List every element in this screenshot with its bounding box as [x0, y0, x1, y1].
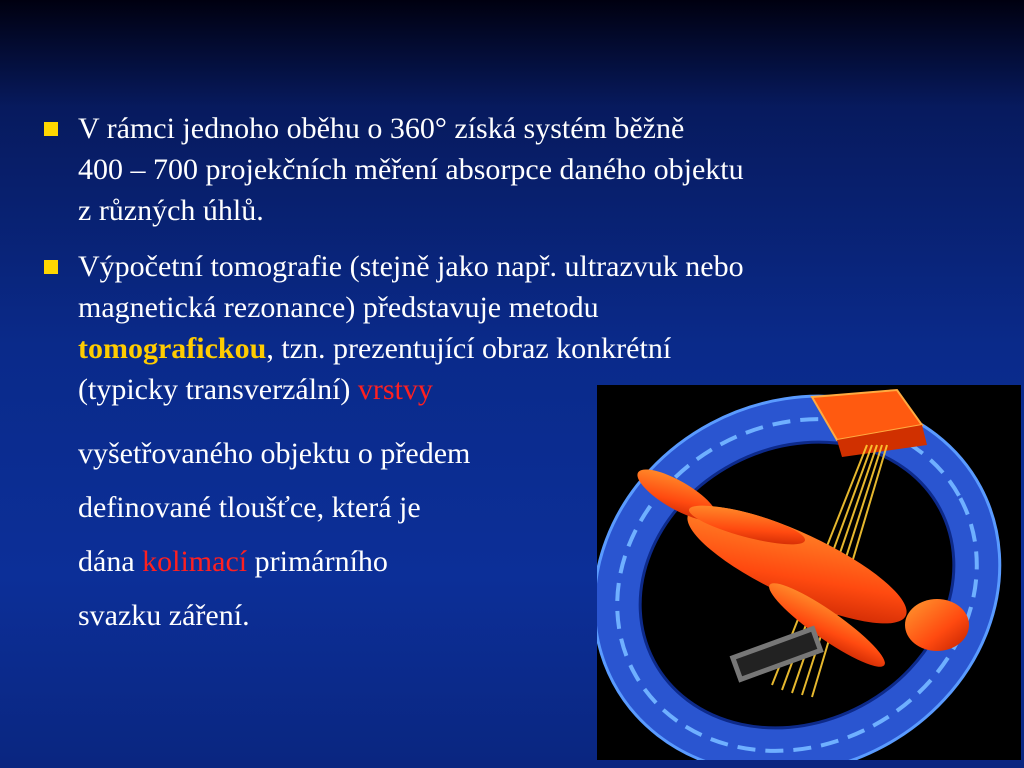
bullet-2-line-8: svazku záření. — [78, 599, 250, 632]
bullet-1-line-2: 400 – 700 projekčních měření absorpce daného objektu — [78, 153, 744, 186]
bullet-1-line-3: z různých úhlů. — [78, 194, 264, 227]
bullet-2-line-2: magnetická rezonance) představuje metodu — [78, 291, 599, 324]
ct-scanner-illustration-icon — [597, 385, 1021, 760]
bullet-marker-1 — [44, 122, 58, 136]
highlight-vrstvy: vrstvy — [357, 373, 433, 406]
bullet-2-line-3-rest: , tzn. prezentující obraz konkrétní — [266, 332, 672, 365]
bullet-2-line-7-text: dána — [78, 545, 143, 578]
bullet-2-line-6: definované tloušťce, která je — [78, 491, 421, 524]
bullet-1-text — [78, 108, 744, 231]
bullet-marker-2 — [44, 260, 58, 274]
bullet-2-continuation — [78, 427, 470, 643]
bullet-1-line-1: V rámci jednoho oběhu o 360° získá systém běžně — [78, 112, 685, 145]
highlight-tomografickou: tomografickou — [78, 332, 267, 365]
bullet-2-line-7 — [78, 535, 470, 589]
bullet-2-line-4-text: (typicky transverzální) — [78, 373, 358, 406]
bullet-2-line-5: vyšetřovaného objektu o předem — [78, 437, 471, 470]
highlight-kolimaci: kolimací — [142, 545, 248, 578]
bullet-2-line-1: Výpočetní tomografie (stejně jako např. ultrazvuk nebo — [78, 250, 744, 283]
bullet-2-line-3 — [78, 328, 744, 369]
bullet-2-line-7-rest: primárního — [247, 545, 388, 578]
